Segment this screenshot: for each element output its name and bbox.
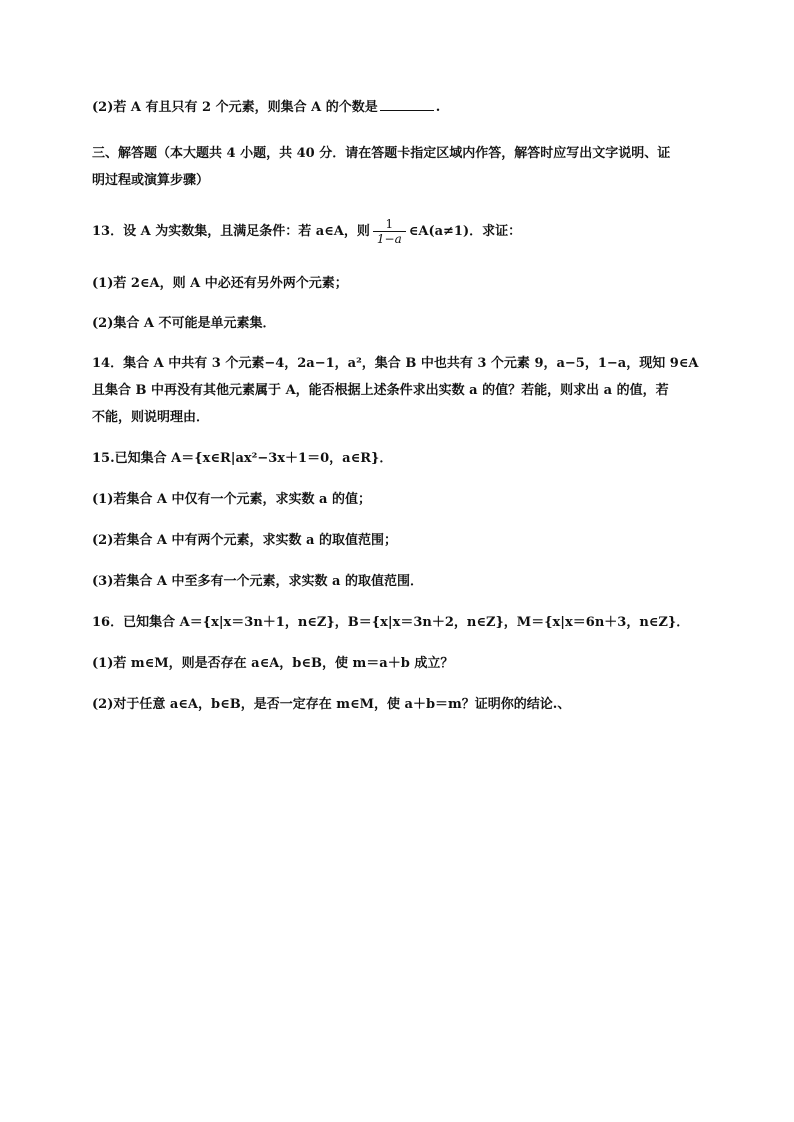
question-16-stem: 16．已知集合 A＝{x|x＝3n＋1，n∈Z}，B＝{x|x＝3n＋2，n∈Z}，M＝{x|x＝6n＋3，n∈Z}． bbox=[92, 615, 690, 630]
question-12-part-2-end: . bbox=[435, 100, 441, 115]
fraction bbox=[373, 217, 406, 246]
answer-blank bbox=[380, 98, 434, 111]
question-15-part-1: (1)若集合 A 中仅有一个元素，求实数 a 的值； bbox=[92, 492, 371, 507]
fraction-numerator: 1 bbox=[385, 217, 394, 231]
section-3-heading-line-1: 三、解答题（本大题共 4 小题，共 40 分．请在答题卡指定区域内作答，解答时应写出文字说明、证 bbox=[92, 146, 671, 161]
question-14-line-2: 且集合 B 中再没有其他元素属于 A，能否根据上述条件求出实数 a 的值？若能，则求出 a 的值，若 bbox=[92, 383, 669, 398]
question-13-text-b: ∈A(a≠1)．求证： bbox=[408, 224, 522, 239]
question-15-part-3: (3)若集合 A 中至多有一个元素，求实数 a 的取值范围． bbox=[92, 574, 423, 589]
question-12-part-2 bbox=[92, 98, 712, 117]
question-16-part-2: (2)对于任意 a∈A，b∈B，是否一定存在 m∈M，使 a＋b＝m？证明你的结论.、 bbox=[92, 697, 571, 712]
question-13-part-2: (2)集合 A 不可能是单元素集． bbox=[92, 316, 276, 331]
fraction-denominator: 1−a bbox=[376, 232, 402, 246]
question-13-text-a: 13．设 A 为实数集，且满足条件：若 a∈A，则 bbox=[92, 224, 370, 239]
question-16-part-1: (1)若 m∈M，则是否存在 a∈A，b∈B，使 m＝a＋b 成立？ bbox=[92, 656, 454, 671]
question-15-part-2: (2)若集合 A 中有两个元素，求实数 a 的取值范围； bbox=[92, 533, 397, 548]
question-14-line-3: 不能，则说明理由． bbox=[92, 410, 210, 425]
section-3-heading-line-2: 明过程或演算步骤） bbox=[92, 173, 210, 188]
question-13-stem bbox=[92, 214, 712, 250]
question-15-stem: 15.已知集合 A＝{x∈R|ax²−3x＋1＝0，a∈R}． bbox=[92, 451, 393, 466]
question-12-part-2-text: (2)若 A 有且只有 2 个元素，则集合 A 的个数是 bbox=[92, 100, 378, 115]
question-14-line-1: 14．集合 A 中共有 3 个元素−4，2a−1，a²，集合 B 中也共有 3 个元素 9，a−5，1−a，现知 9∈A bbox=[92, 356, 699, 371]
question-13-part-1: (1)若 2∈A，则 A 中必还有另外两个元素； bbox=[92, 276, 348, 291]
